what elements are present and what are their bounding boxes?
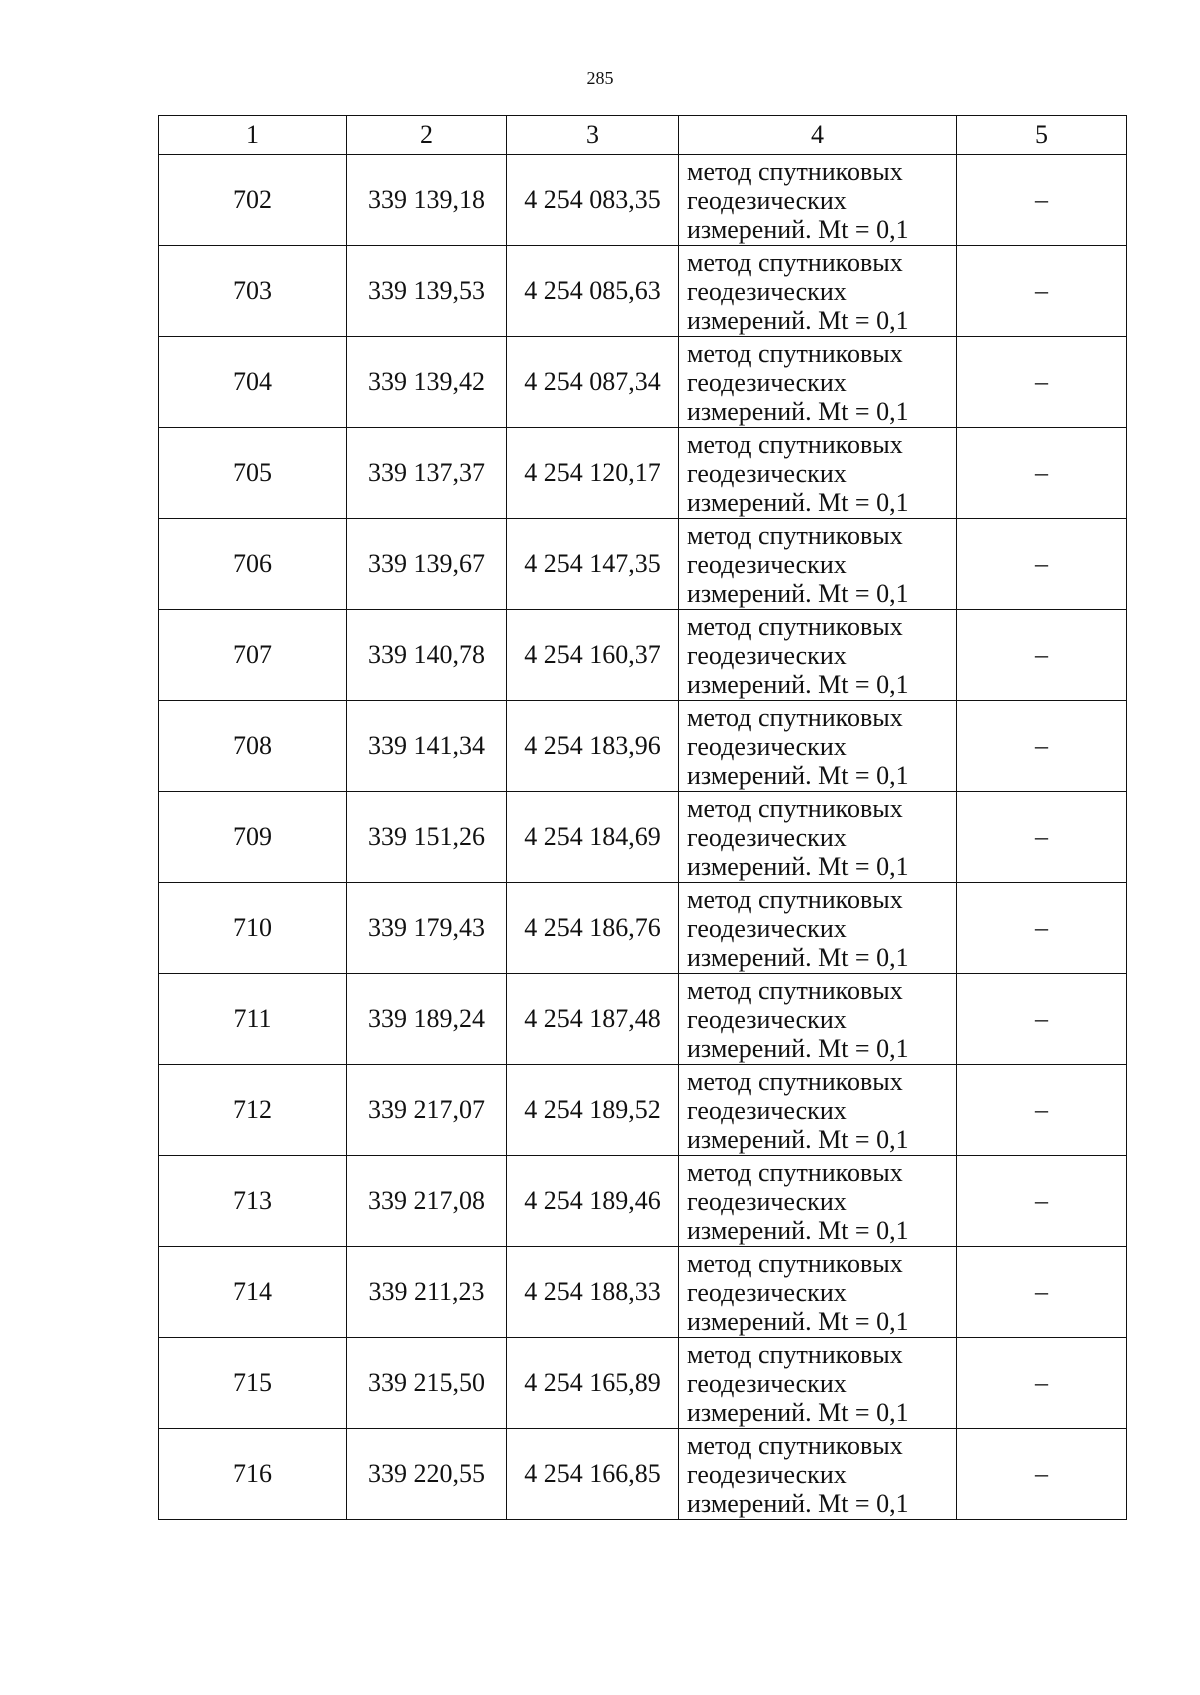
method-cell — [679, 610, 957, 701]
header-cell: 4 — [679, 116, 957, 155]
method-cell — [679, 1338, 957, 1429]
y-coordinate-cell: 4 254 187,48 — [507, 974, 679, 1065]
method-text-line: геодезических — [687, 1368, 847, 1398]
x-coordinate-cell: 339 179,43 — [347, 883, 507, 974]
method-cell — [679, 246, 957, 337]
x-coordinate-cell: 339 220,55 — [347, 1429, 507, 1520]
header-cell: 1 — [159, 116, 347, 155]
y-coordinate-cell: 4 254 186,76 — [507, 883, 679, 974]
method-cell — [679, 701, 957, 792]
column-5-cell: – — [957, 792, 1127, 883]
method-text-line: геодезических — [687, 367, 847, 397]
point-number-cell: 715 — [159, 1338, 347, 1429]
column-5-cell: – — [957, 1429, 1127, 1520]
method-text-line: измерений. Mt = 0,1 — [687, 1397, 909, 1427]
method-text-line: измерений. Mt = 0,1 — [687, 1215, 909, 1245]
y-coordinate-cell: 4 254 085,63 — [507, 246, 679, 337]
method-text-line: метод спутниковых — [687, 1157, 903, 1187]
method-cell — [679, 1065, 957, 1156]
point-number-cell: 706 — [159, 519, 347, 610]
point-number-cell: 712 — [159, 1065, 347, 1156]
point-number-cell: 716 — [159, 1429, 347, 1520]
x-coordinate-cell: 339 139,18 — [347, 155, 507, 246]
method-text-line: измерений. Mt = 0,1 — [687, 1124, 909, 1154]
method-text-line: измерений. Mt = 0,1 — [687, 1033, 909, 1063]
method-text-line: метод спутниковых — [687, 520, 903, 550]
y-coordinate-cell: 4 254 184,69 — [507, 792, 679, 883]
method-text-line: метод спутниковых — [687, 1066, 903, 1096]
y-coordinate-cell: 4 254 087,34 — [507, 337, 679, 428]
method-text-line: геодезических — [687, 458, 847, 488]
method-cell — [679, 519, 957, 610]
method-text-line: измерений. Mt = 0,1 — [687, 214, 909, 244]
method-text-line: измерений. Mt = 0,1 — [687, 1488, 909, 1518]
y-coordinate-cell: 4 254 166,85 — [507, 1429, 679, 1520]
method-text-line: измерений. Mt = 0,1 — [687, 942, 909, 972]
method-cell — [679, 1429, 957, 1520]
table-row — [159, 701, 1127, 792]
x-coordinate-cell: 339 137,37 — [347, 428, 507, 519]
point-number-cell: 713 — [159, 1156, 347, 1247]
point-number-cell: 707 — [159, 610, 347, 701]
method-text-line: метод спутниковых — [687, 156, 903, 186]
column-5-cell: – — [957, 1247, 1127, 1338]
method-text-line: геодезических — [687, 1004, 847, 1034]
y-coordinate-cell: 4 254 183,96 — [507, 701, 679, 792]
coordinates-table — [158, 115, 1127, 1520]
method-text-line: измерений. Mt = 0,1 — [687, 760, 909, 790]
method-text-line: геодезических — [687, 640, 847, 670]
method-cell — [679, 337, 957, 428]
method-text-line: измерений. Mt = 0,1 — [687, 578, 909, 608]
method-text-line: измерений. Mt = 0,1 — [687, 305, 909, 335]
column-5-cell: – — [957, 883, 1127, 974]
method-text-line: геодезических — [687, 185, 847, 215]
column-5-cell: – — [957, 519, 1127, 610]
y-coordinate-cell: 4 254 160,37 — [507, 610, 679, 701]
method-text-line: метод спутниковых — [687, 884, 903, 914]
method-text-line: геодезических — [687, 276, 847, 306]
method-text-line: измерений. Mt = 0,1 — [687, 487, 909, 517]
y-coordinate-cell: 4 254 083,35 — [507, 155, 679, 246]
method-text-line: геодезических — [687, 1459, 847, 1489]
header-cell: 2 — [347, 116, 507, 155]
column-5-cell: – — [957, 155, 1127, 246]
column-5-cell: – — [957, 1156, 1127, 1247]
method-text-line: геодезических — [687, 549, 847, 579]
method-cell — [679, 428, 957, 519]
method-text-line: метод спутниковых — [687, 702, 903, 732]
method-text-line: измерений. Mt = 0,1 — [687, 1306, 909, 1336]
method-text-line: геодезических — [687, 1095, 847, 1125]
method-text-line: геодезических — [687, 822, 847, 852]
method-text-line: геодезических — [687, 1186, 847, 1216]
method-cell — [679, 792, 957, 883]
x-coordinate-cell: 339 140,78 — [347, 610, 507, 701]
method-text-line: измерений. Mt = 0,1 — [687, 396, 909, 426]
column-5-cell: – — [957, 246, 1127, 337]
point-number-cell: 703 — [159, 246, 347, 337]
method-text-line: метод спутниковых — [687, 429, 903, 459]
table-row — [159, 1156, 1127, 1247]
table-row — [159, 792, 1127, 883]
table-row — [159, 610, 1127, 701]
table-row — [159, 1429, 1127, 1520]
header-cell: 5 — [957, 116, 1127, 155]
y-coordinate-cell: 4 254 189,52 — [507, 1065, 679, 1156]
x-coordinate-cell: 339 141,34 — [347, 701, 507, 792]
method-text-line: метод спутниковых — [687, 1339, 903, 1369]
method-text-line: метод спутниковых — [687, 793, 903, 823]
method-cell — [679, 1247, 957, 1338]
x-coordinate-cell: 339 217,07 — [347, 1065, 507, 1156]
column-5-cell: – — [957, 1338, 1127, 1429]
table-row — [159, 1065, 1127, 1156]
table-row — [159, 155, 1127, 246]
y-coordinate-cell: 4 254 189,46 — [507, 1156, 679, 1247]
y-coordinate-cell: 4 254 188,33 — [507, 1247, 679, 1338]
table-row — [159, 974, 1127, 1065]
method-text-line: метод спутниковых — [687, 247, 903, 277]
x-coordinate-cell: 339 139,53 — [347, 246, 507, 337]
point-number-cell: 704 — [159, 337, 347, 428]
method-text-line: геодезических — [687, 1277, 847, 1307]
column-5-cell: – — [957, 428, 1127, 519]
x-coordinate-cell: 339 151,26 — [347, 792, 507, 883]
point-number-cell: 710 — [159, 883, 347, 974]
column-5-cell: – — [957, 974, 1127, 1065]
x-coordinate-cell: 339 217,08 — [347, 1156, 507, 1247]
method-text-line: измерений. Mt = 0,1 — [687, 669, 909, 699]
point-number-cell: 714 — [159, 1247, 347, 1338]
x-coordinate-cell: 339 139,42 — [347, 337, 507, 428]
y-coordinate-cell: 4 254 165,89 — [507, 1338, 679, 1429]
page-number: 285 — [586, 68, 614, 88]
table-row — [159, 428, 1127, 519]
x-coordinate-cell: 339 215,50 — [347, 1338, 507, 1429]
method-text-line: метод спутниковых — [687, 338, 903, 368]
x-coordinate-cell: 339 211,23 — [347, 1247, 507, 1338]
point-number-cell: 702 — [159, 155, 347, 246]
method-text-line: метод спутниковых — [687, 975, 903, 1005]
method-cell — [679, 883, 957, 974]
point-number-cell: 705 — [159, 428, 347, 519]
method-text-line: метод спутниковых — [687, 1430, 903, 1460]
table-body — [159, 116, 1127, 1520]
header-cell: 3 — [507, 116, 679, 155]
method-text-line: метод спутниковых — [687, 1248, 903, 1278]
method-cell — [679, 1156, 957, 1247]
point-number-cell: 708 — [159, 701, 347, 792]
column-5-cell: – — [957, 610, 1127, 701]
method-cell — [679, 155, 957, 246]
x-coordinate-cell: 339 139,67 — [347, 519, 507, 610]
method-text-line: геодезических — [687, 731, 847, 761]
table-row — [159, 519, 1127, 610]
method-text-line: геодезических — [687, 913, 847, 943]
point-number-cell: 709 — [159, 792, 347, 883]
table-row — [159, 883, 1127, 974]
y-coordinate-cell: 4 254 120,17 — [507, 428, 679, 519]
method-cell — [679, 974, 957, 1065]
column-5-cell: – — [957, 1065, 1127, 1156]
point-number-cell: 711 — [159, 974, 347, 1065]
method-text-line: измерений. Mt = 0,1 — [687, 851, 909, 881]
method-text-line: метод спутниковых — [687, 611, 903, 641]
table-row — [159, 1247, 1127, 1338]
table-row — [159, 246, 1127, 337]
table-row — [159, 337, 1127, 428]
column-5-cell: – — [957, 337, 1127, 428]
table-row — [159, 1338, 1127, 1429]
x-coordinate-cell: 339 189,24 — [347, 974, 507, 1065]
y-coordinate-cell: 4 254 147,35 — [507, 519, 679, 610]
column-5-cell: – — [957, 701, 1127, 792]
table-header-row — [159, 116, 1127, 155]
